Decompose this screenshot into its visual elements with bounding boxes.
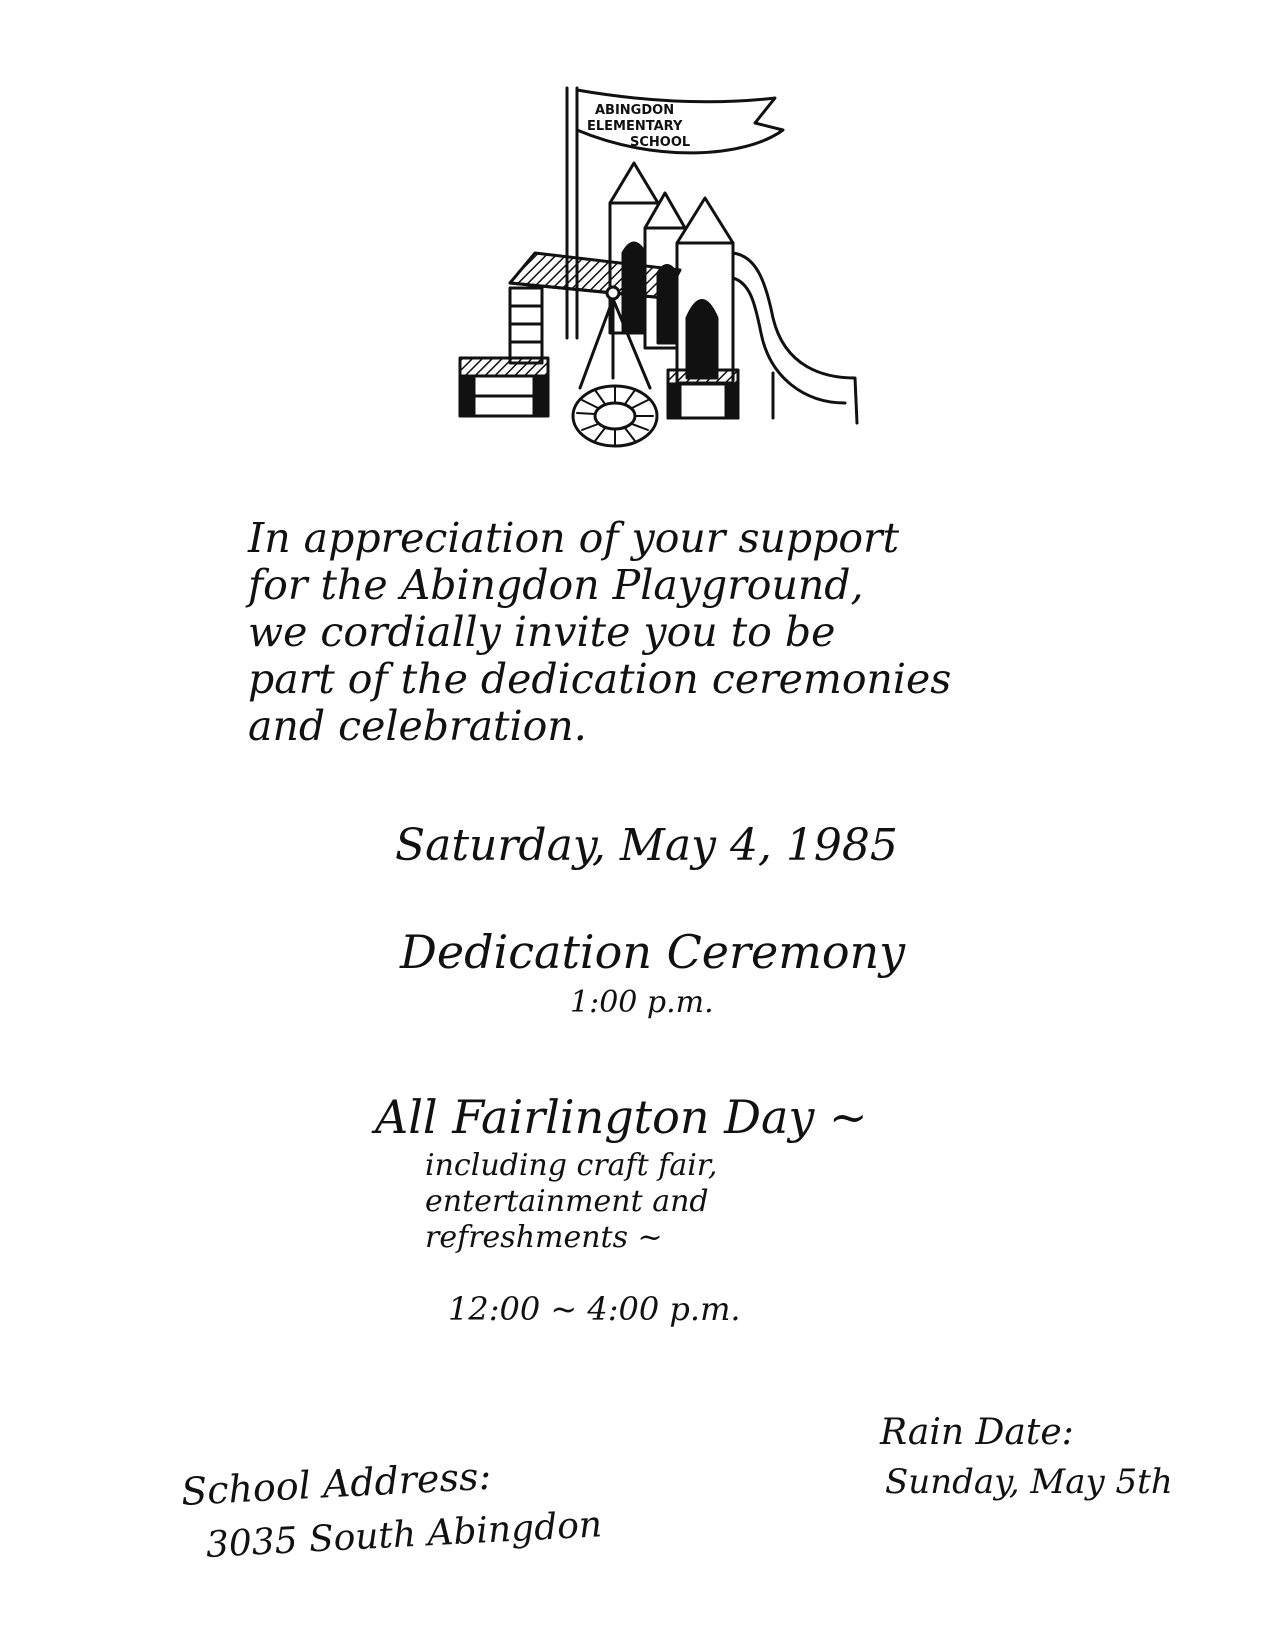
school-address-value: 3035 South Abingdon <box>205 1504 603 1566</box>
event-date: Saturday, May 4, 1985 <box>395 820 898 871</box>
fair-time: 12:00 ~ 4:00 p.m. <box>448 1290 741 1328</box>
banner-line-2: ELEMENTARY <box>587 119 683 134</box>
rain-date-value: Sunday, May 5th <box>885 1462 1173 1502</box>
banner-line-1: ABINGDON <box>595 103 675 118</box>
fair-detail-line: including craft fair, <box>425 1148 718 1183</box>
school-address-label: School Address: <box>180 1453 493 1514</box>
playground-illustration <box>455 78 875 458</box>
invitation-line: and celebration. <box>248 702 587 750</box>
invitation-paragraph <box>248 515 1078 750</box>
ceremony-time: 1:00 p.m. <box>570 985 714 1020</box>
fair-details <box>425 1148 717 1256</box>
ceremony-title: Dedication Ceremony <box>400 925 906 979</box>
fair-title: All Fairlington Day ~ <box>375 1090 868 1144</box>
banner-line-3: SCHOOL <box>630 135 691 150</box>
invitation-line: we cordially invite you to be <box>248 608 836 656</box>
rain-date-label: Rain Date: <box>880 1412 1074 1453</box>
fair-detail-line: refreshments ~ <box>425 1220 663 1255</box>
invitation-line: In appreciation of your support <box>248 514 900 562</box>
fair-detail-line: entertainment and <box>425 1184 709 1219</box>
invitation-line: for the Abingdon Playground, <box>248 561 864 609</box>
invitation-line: part of the dedication ceremonies <box>248 655 952 703</box>
